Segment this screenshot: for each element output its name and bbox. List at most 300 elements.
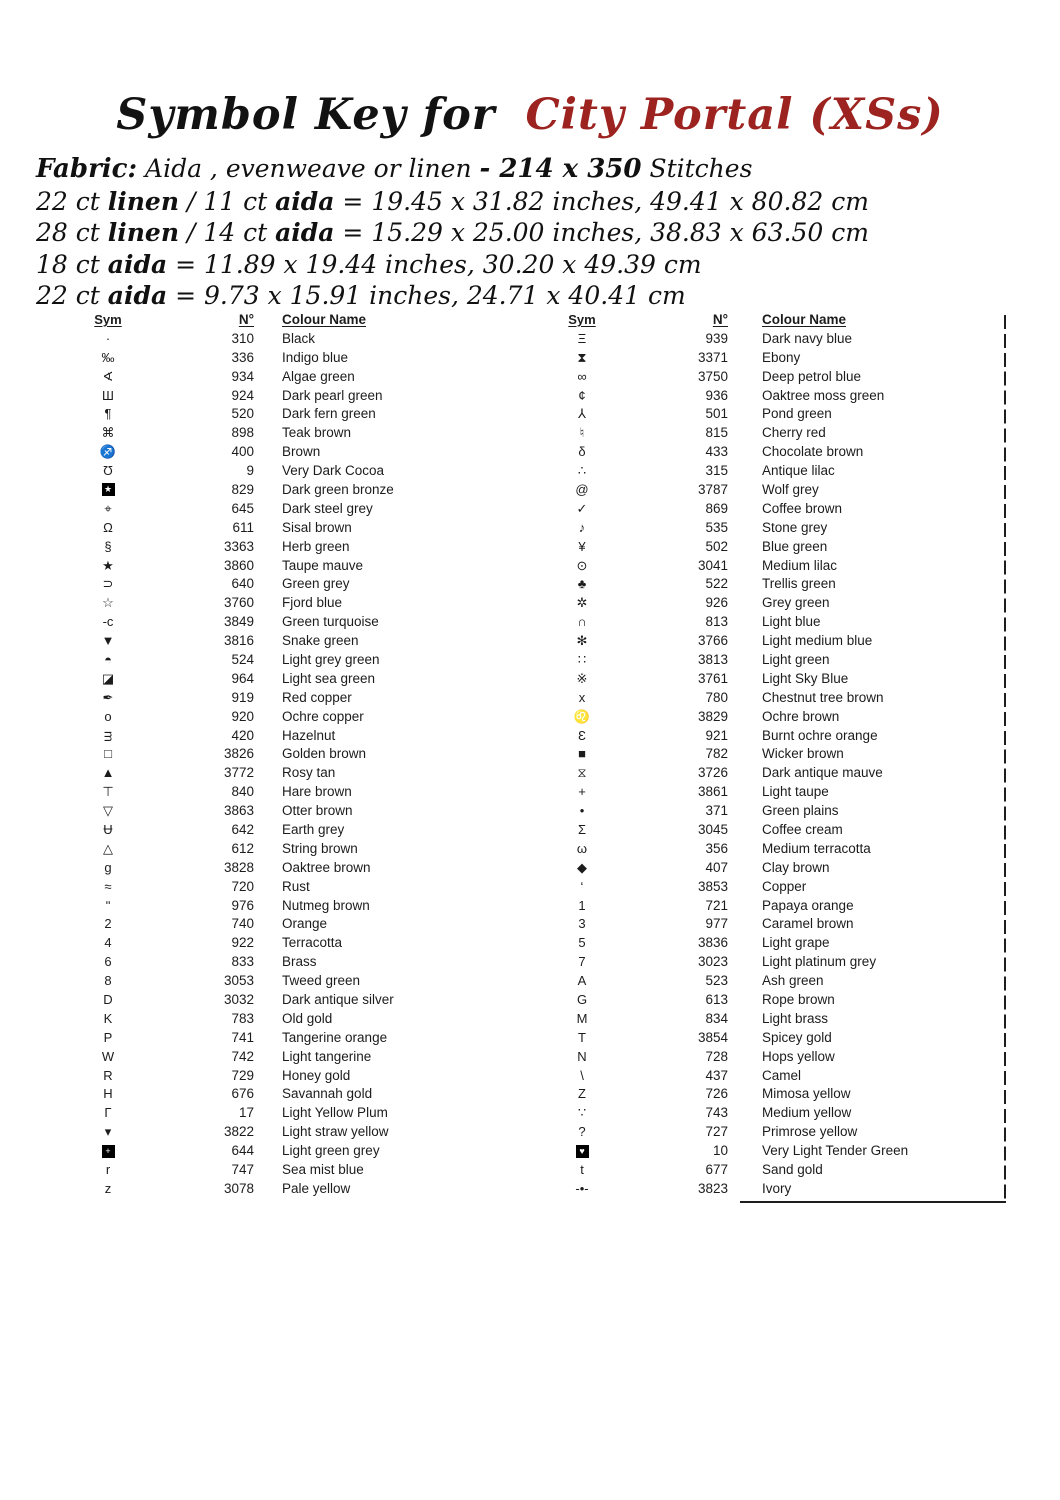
fabric-size-line: 18 ct aida = 11.89 x 19.44 inches, 30.20 x 49.39 cm (36, 249, 702, 279)
symbol-cell: ⌘ (101, 425, 115, 441)
colour-name-cell: Fjord blue (282, 595, 343, 611)
symbol-cell: K (103, 1010, 113, 1026)
symbol-cell: ✲ (576, 595, 588, 611)
table-row (82, 1009, 522, 1028)
number-cell: 522 (705, 576, 728, 592)
colour-name-cell: Papaya orange (762, 897, 854, 913)
symbol-key-tables (0, 310, 1060, 1220)
number-cell: 3861 (697, 784, 728, 800)
number-cell: 407 (705, 859, 728, 875)
symbol-cell: ∞ (577, 368, 587, 384)
number-cell: 3766 (697, 633, 728, 649)
table-rows-left (82, 329, 522, 1198)
table-row (556, 858, 1008, 877)
number-cell: 3772 (223, 765, 254, 781)
number-cell: 3023 (697, 954, 728, 970)
colour-name-cell: Trellis green (762, 576, 836, 592)
table-row (82, 952, 522, 971)
colour-name-cell: Light blue (762, 614, 821, 630)
table-row (556, 423, 1008, 442)
number-cell: 535 (705, 519, 728, 535)
number-cell: 502 (705, 538, 728, 554)
colour-name-cell: Light green (762, 651, 830, 667)
number-cell: 976 (231, 897, 254, 913)
number-cell: 898 (231, 425, 254, 441)
table-row (82, 386, 522, 405)
table-row (556, 1009, 1008, 1028)
symbol-cell: x (578, 689, 586, 705)
colour-name-cell: Taupe mauve (282, 557, 364, 573)
fabric-size-line: 22 ct linen / 11 ct aida = 19.45 x 31.82 inches, 49.41 x 80.82 cm (36, 186, 869, 216)
symbol-cell: Ɛ (578, 727, 586, 743)
table-row (82, 461, 522, 480)
colour-name-cell: Chocolate brown (762, 444, 864, 460)
symbol-cell: 8 (104, 973, 112, 989)
table-row (82, 744, 522, 763)
number-cell: 644 (231, 1143, 254, 1159)
table-row (556, 801, 1008, 820)
number-cell: 921 (705, 727, 728, 743)
number-cell: 964 (231, 670, 254, 686)
colour-name-cell: Old gold (282, 1010, 333, 1026)
colour-name-cell: Light sea green (282, 670, 376, 686)
table-row (556, 990, 1008, 1009)
colour-name-cell: Dark fern green (282, 406, 376, 422)
table-border-bottom (740, 1201, 1006, 1203)
symbol-cell: ▽ (103, 803, 113, 819)
number-cell: 782 (705, 746, 728, 762)
colour-name-cell: Pond green (762, 406, 832, 422)
symbol-cell: N (577, 1048, 587, 1064)
colour-name-cell: Copper (762, 878, 807, 894)
colour-name-cell: Dark antique silver (282, 992, 394, 1007)
symbol-cell: ⌖ (104, 500, 112, 516)
symbol-cell: ★ (102, 557, 114, 573)
fabric-sizes (36, 186, 869, 312)
colour-name-cell: Primrose yellow (762, 1124, 858, 1140)
table-row (556, 348, 1008, 367)
table-row (82, 1028, 522, 1047)
symbol-cell: -c (102, 614, 114, 630)
table-header-row (82, 310, 522, 329)
number-cell: 3823 (697, 1180, 728, 1196)
colour-name-cell: Sisal brown (282, 519, 352, 535)
number-cell: 834 (705, 1010, 728, 1026)
number-cell: 815 (705, 425, 728, 441)
symbol-cell: ω (576, 840, 588, 856)
number-cell: 3836 (697, 935, 728, 951)
symbol-cell: ✓ (576, 500, 588, 516)
colour-name-cell: Dark antique mauve (762, 765, 883, 781)
colour-name-cell: Dark pearl green (282, 387, 383, 403)
symbol-cell: ◆ (577, 859, 587, 875)
number-cell: 3826 (223, 746, 254, 762)
symbol-cell: ‰ (101, 349, 115, 365)
colour-name-cell: Light grey green (282, 651, 380, 667)
symbol-cell: ♮ (579, 425, 585, 441)
symbol-cell: T (578, 1029, 586, 1045)
number-cell: 3854 (697, 1029, 728, 1045)
table-row (82, 423, 522, 442)
number-cell: 613 (705, 992, 728, 1007)
table-rows-right (556, 329, 1008, 1198)
colour-name-cell: Caramel brown (762, 916, 854, 932)
number-cell: 3860 (223, 557, 254, 573)
table-row (82, 801, 522, 820)
symbol-cell: ▲ (101, 765, 115, 781)
table-row (82, 348, 522, 367)
table-row (556, 404, 1008, 423)
symbol-cell: ʺ (105, 897, 111, 913)
colour-name-cell: Medium terracotta (762, 840, 871, 856)
table-row (82, 820, 522, 839)
number-cell: 3787 (697, 481, 728, 497)
table-row (556, 744, 1008, 763)
number-cell: 17 (238, 1105, 254, 1121)
table-row (556, 669, 1008, 688)
table-border-right-dashed (1004, 315, 1006, 1203)
table-row (556, 688, 1008, 707)
table-row (82, 1141, 522, 1160)
symbol-cell: Ω (103, 519, 113, 535)
colour-name-cell: Hazelnut (282, 727, 336, 743)
symbol-cell: ▼ (101, 633, 115, 649)
symbol-cell: ⊤ (102, 784, 114, 800)
colour-name-cell: Snake green (282, 633, 359, 649)
table-row (556, 612, 1008, 631)
colour-name-cell: Light platinum grey (762, 954, 877, 970)
symbol-cell: D (103, 992, 113, 1007)
fabric-line (36, 153, 869, 186)
number-cell: 400 (231, 444, 254, 460)
table-row (556, 877, 1008, 896)
colour-name-cell: Dark navy blue (762, 330, 853, 346)
number-cell: 869 (705, 500, 728, 516)
colour-name-cell: Stone grey (762, 519, 828, 535)
table-header-row (556, 310, 1008, 329)
symbol-cell: 3 (578, 916, 586, 932)
colour-name-cell: Indigo blue (282, 349, 349, 365)
colour-name-cell: Grey green (762, 595, 830, 611)
number-cell: 3760 (223, 595, 254, 611)
colour-name-cell: Light straw yellow (282, 1124, 389, 1140)
colour-name-cell: Light tangerine (282, 1048, 372, 1064)
table-row (556, 329, 1008, 348)
inverse-symbol: ★ (102, 483, 115, 496)
table-row (556, 518, 1008, 537)
table-row (556, 1141, 1008, 1160)
table-row (556, 1047, 1008, 1066)
colour-name-cell: Otter brown (282, 803, 353, 819)
table-row (82, 442, 522, 461)
colour-name-cell: Dark green bronze (282, 481, 394, 497)
number-cell: 721 (705, 897, 728, 913)
number-cell: 3371 (697, 349, 728, 365)
table-row (556, 499, 1008, 518)
symbol-cell: ∴ (577, 463, 587, 479)
table-row (82, 631, 522, 650)
symbol-cell: ⊃ (102, 576, 114, 592)
colour-name-cell: Coffee cream (762, 821, 843, 837)
symbol-cell (82, 482, 134, 496)
colour-name-cell: Terracotta (282, 935, 343, 951)
table-row (82, 915, 522, 934)
colour-name-cell: Hare brown (282, 784, 352, 800)
symbol-cell: ⅄ (578, 406, 586, 422)
symbol-cell: ⧗ (577, 349, 587, 365)
symbol-cell: ∢ (102, 368, 114, 384)
table-row (82, 1179, 522, 1198)
table-row (556, 442, 1008, 461)
table-row (556, 650, 1008, 669)
number-cell: 926 (705, 595, 728, 611)
colour-name-cell: Sea mist blue (282, 1162, 364, 1178)
colour-name-cell: Dark steel grey (282, 500, 373, 516)
colour-name-cell: Ash green (762, 973, 824, 989)
symbol-cell: @ (575, 481, 589, 497)
number-cell: 729 (231, 1067, 254, 1083)
table-row (82, 877, 522, 896)
symbol-cell: ♌ (573, 708, 591, 724)
symbol-cell: ¢ (578, 387, 586, 403)
symbol-cell: R (103, 1067, 113, 1083)
symbol-cell: § (104, 538, 112, 554)
fabric-description: Aida , evenweave or linen (145, 154, 480, 183)
number-cell: 727 (705, 1124, 728, 1140)
colour-name-cell: Algae green (282, 368, 355, 384)
table-row (556, 1028, 1008, 1047)
symbol-cell: + (578, 784, 586, 800)
table-row (556, 915, 1008, 934)
symbol-cell: △ (103, 840, 113, 856)
colour-name-cell: Light medium blue (762, 633, 873, 649)
symbol-cell: Γ (104, 1105, 112, 1121)
number-cell: 728 (705, 1048, 728, 1064)
symbol-cell: z (104, 1180, 112, 1196)
symbol-cell: G (576, 992, 588, 1007)
table-row (556, 1160, 1008, 1179)
symbol-cell: • (579, 803, 585, 819)
colour-name-cell: Green turquoise (282, 614, 379, 630)
symbol-cell: -•- (575, 1180, 589, 1196)
number-cell: 677 (705, 1162, 728, 1178)
colour-name-cell: Cherry red (762, 425, 826, 441)
colour-name-cell: Honey gold (282, 1067, 351, 1083)
colour-name-cell: Mimosa yellow (762, 1086, 851, 1102)
table-row (82, 763, 522, 782)
number-cell: 640 (231, 576, 254, 592)
number-cell: 3822 (223, 1124, 254, 1140)
table-row (82, 612, 522, 631)
symbol-cell: Ʊ (103, 463, 113, 479)
column-header-colour-name: Colour Name (282, 311, 367, 327)
symbol-key-table-left (82, 310, 522, 1198)
colour-name-cell: Light Sky Blue (762, 670, 849, 686)
number-cell: 3849 (223, 614, 254, 630)
table-row (82, 896, 522, 915)
table-row (82, 726, 522, 745)
number-cell: 939 (705, 330, 728, 346)
table-row (82, 933, 522, 952)
colour-name-cell: Light Yellow Plum (282, 1105, 388, 1121)
number-cell: 437 (705, 1067, 728, 1083)
symbol-cell: ∷ (577, 651, 587, 667)
symbol-cell: g (104, 859, 112, 875)
table-row (556, 1085, 1008, 1104)
symbol-cell: ♐ (99, 444, 117, 460)
table-row (556, 480, 1008, 499)
number-cell: 645 (231, 500, 254, 516)
number-cell: 3053 (223, 973, 254, 989)
number-cell: 3045 (697, 821, 728, 837)
number-cell: 501 (705, 406, 728, 422)
table-row (556, 386, 1008, 405)
table-row (82, 839, 522, 858)
title-prefix: Symbol Key for (116, 90, 496, 140)
symbol-cell: ▾ (104, 1124, 112, 1140)
symbol-cell: ◪ (101, 670, 115, 686)
symbol-cell: Z (578, 1086, 586, 1102)
table-row (556, 952, 1008, 971)
number-cell: 833 (231, 954, 254, 970)
number-cell: 524 (231, 651, 254, 667)
table-row (556, 933, 1008, 952)
symbol-cell: 1 (578, 897, 586, 913)
symbol-cell: W (101, 1048, 115, 1064)
colour-name-cell: Oaktree moss green (762, 387, 885, 403)
symbol-cell: P (103, 1029, 113, 1045)
colour-name-cell: Antique lilac (762, 463, 835, 479)
page-title (0, 90, 1060, 140)
number-cell: 780 (705, 689, 728, 705)
symbol-cell: · (105, 330, 111, 346)
colour-name-cell: Green grey (282, 576, 350, 592)
symbol-cell: ■ (578, 746, 586, 762)
colour-name-cell: Teak brown (282, 425, 352, 441)
symbol-key-table-right (556, 310, 1008, 1198)
colour-name-cell: Light taupe (762, 784, 829, 800)
symbol-cell: 6 (104, 954, 112, 970)
colour-name-cell: Hops yellow (762, 1048, 835, 1064)
symbol-cell: ※ (576, 670, 588, 686)
table-row (82, 669, 522, 688)
stitch-count: - 214 x 350 (479, 154, 642, 184)
colour-name-cell: Earth grey (282, 821, 345, 837)
symbol-cell: ¥ (578, 538, 586, 554)
table-row (82, 971, 522, 990)
symbol-cell (556, 1144, 608, 1158)
colour-name-cell: Orange (282, 916, 328, 932)
colour-name-cell: Medium lilac (762, 557, 838, 573)
number-cell: 3816 (223, 633, 254, 649)
colour-name-cell: Tweed green (282, 973, 361, 989)
symbol-cell: ¶ (104, 406, 112, 422)
number-cell: 741 (231, 1029, 254, 1045)
table-row (82, 707, 522, 726)
number-cell: 922 (231, 935, 254, 951)
number-cell: 3813 (697, 651, 728, 667)
number-cell: 520 (231, 406, 254, 422)
colour-name-cell: Rust (282, 878, 310, 894)
symbol-cell: 7 (578, 954, 586, 970)
colour-name-cell: Black (282, 330, 316, 346)
colour-name-cell: Red copper (282, 689, 352, 705)
table-row (82, 404, 522, 423)
colour-name-cell: Ebony (762, 349, 801, 365)
table-row (556, 782, 1008, 801)
table-row (556, 537, 1008, 556)
colour-name-cell: Brown (282, 444, 321, 460)
table-row (556, 1179, 1008, 1198)
fabric-label: Fabric: (36, 154, 138, 184)
colour-name-cell: Light green grey (282, 1143, 380, 1159)
symbol-cell: 2 (104, 916, 112, 932)
symbol-cell: Σ (577, 821, 587, 837)
number-cell: 840 (231, 784, 254, 800)
table-row (556, 839, 1008, 858)
symbol-cell: Ш (102, 387, 114, 403)
table-row (82, 499, 522, 518)
number-cell: 3363 (223, 538, 254, 554)
table-row (82, 1103, 522, 1122)
inverse-symbol: ♥ (576, 1145, 589, 1158)
number-cell: 3041 (697, 557, 728, 573)
number-cell: 813 (705, 614, 728, 630)
colour-name-cell: Ivory (762, 1180, 792, 1196)
symbol-cell: o (104, 708, 112, 724)
table-row (556, 367, 1008, 386)
number-cell: 743 (705, 1105, 728, 1121)
number-cell: 310 (231, 330, 254, 346)
symbol-cell: ∵ (577, 1105, 587, 1121)
symbol-cell: ♪ (578, 519, 586, 535)
symbol-cell: M (576, 1010, 588, 1026)
colour-name-cell: Golden brown (282, 746, 367, 762)
number-cell: 742 (231, 1048, 254, 1064)
number-cell: 433 (705, 444, 728, 460)
number-cell: 315 (705, 463, 728, 479)
number-cell: 612 (231, 840, 254, 856)
number-cell: 919 (231, 689, 254, 705)
table-row (82, 1047, 522, 1066)
colour-name-cell: Ochre brown (762, 708, 840, 724)
table-row (82, 782, 522, 801)
number-cell: 977 (705, 916, 728, 932)
symbol-cell: t (580, 1162, 584, 1178)
colour-name-cell: Wicker brown (762, 746, 844, 762)
table-row (82, 574, 522, 593)
colour-name-cell: Green plains (762, 803, 839, 819)
symbol-cell (82, 1144, 134, 1158)
number-cell: 934 (231, 368, 254, 384)
fabric-info (36, 153, 869, 312)
colour-name-cell: Brass (282, 954, 317, 970)
symbol-cell: H (103, 1086, 113, 1102)
inverse-symbol: + (102, 1145, 115, 1158)
symbol-cell: δ (578, 444, 586, 460)
colour-name-cell: Herb green (282, 538, 350, 554)
colour-name-cell: Ochre copper (282, 708, 364, 724)
symbol-cell: ≈ (104, 878, 112, 894)
number-cell: 924 (231, 387, 254, 403)
number-cell: 3853 (697, 878, 728, 894)
colour-name-cell: Spicey gold (762, 1029, 832, 1045)
number-cell: 3761 (697, 670, 728, 686)
colour-name-cell: Oaktree brown (282, 859, 371, 875)
number-cell: 3078 (223, 1180, 254, 1196)
symbol-cell: ◓ (104, 651, 112, 667)
symbol-cell: ⊙ (576, 557, 588, 573)
